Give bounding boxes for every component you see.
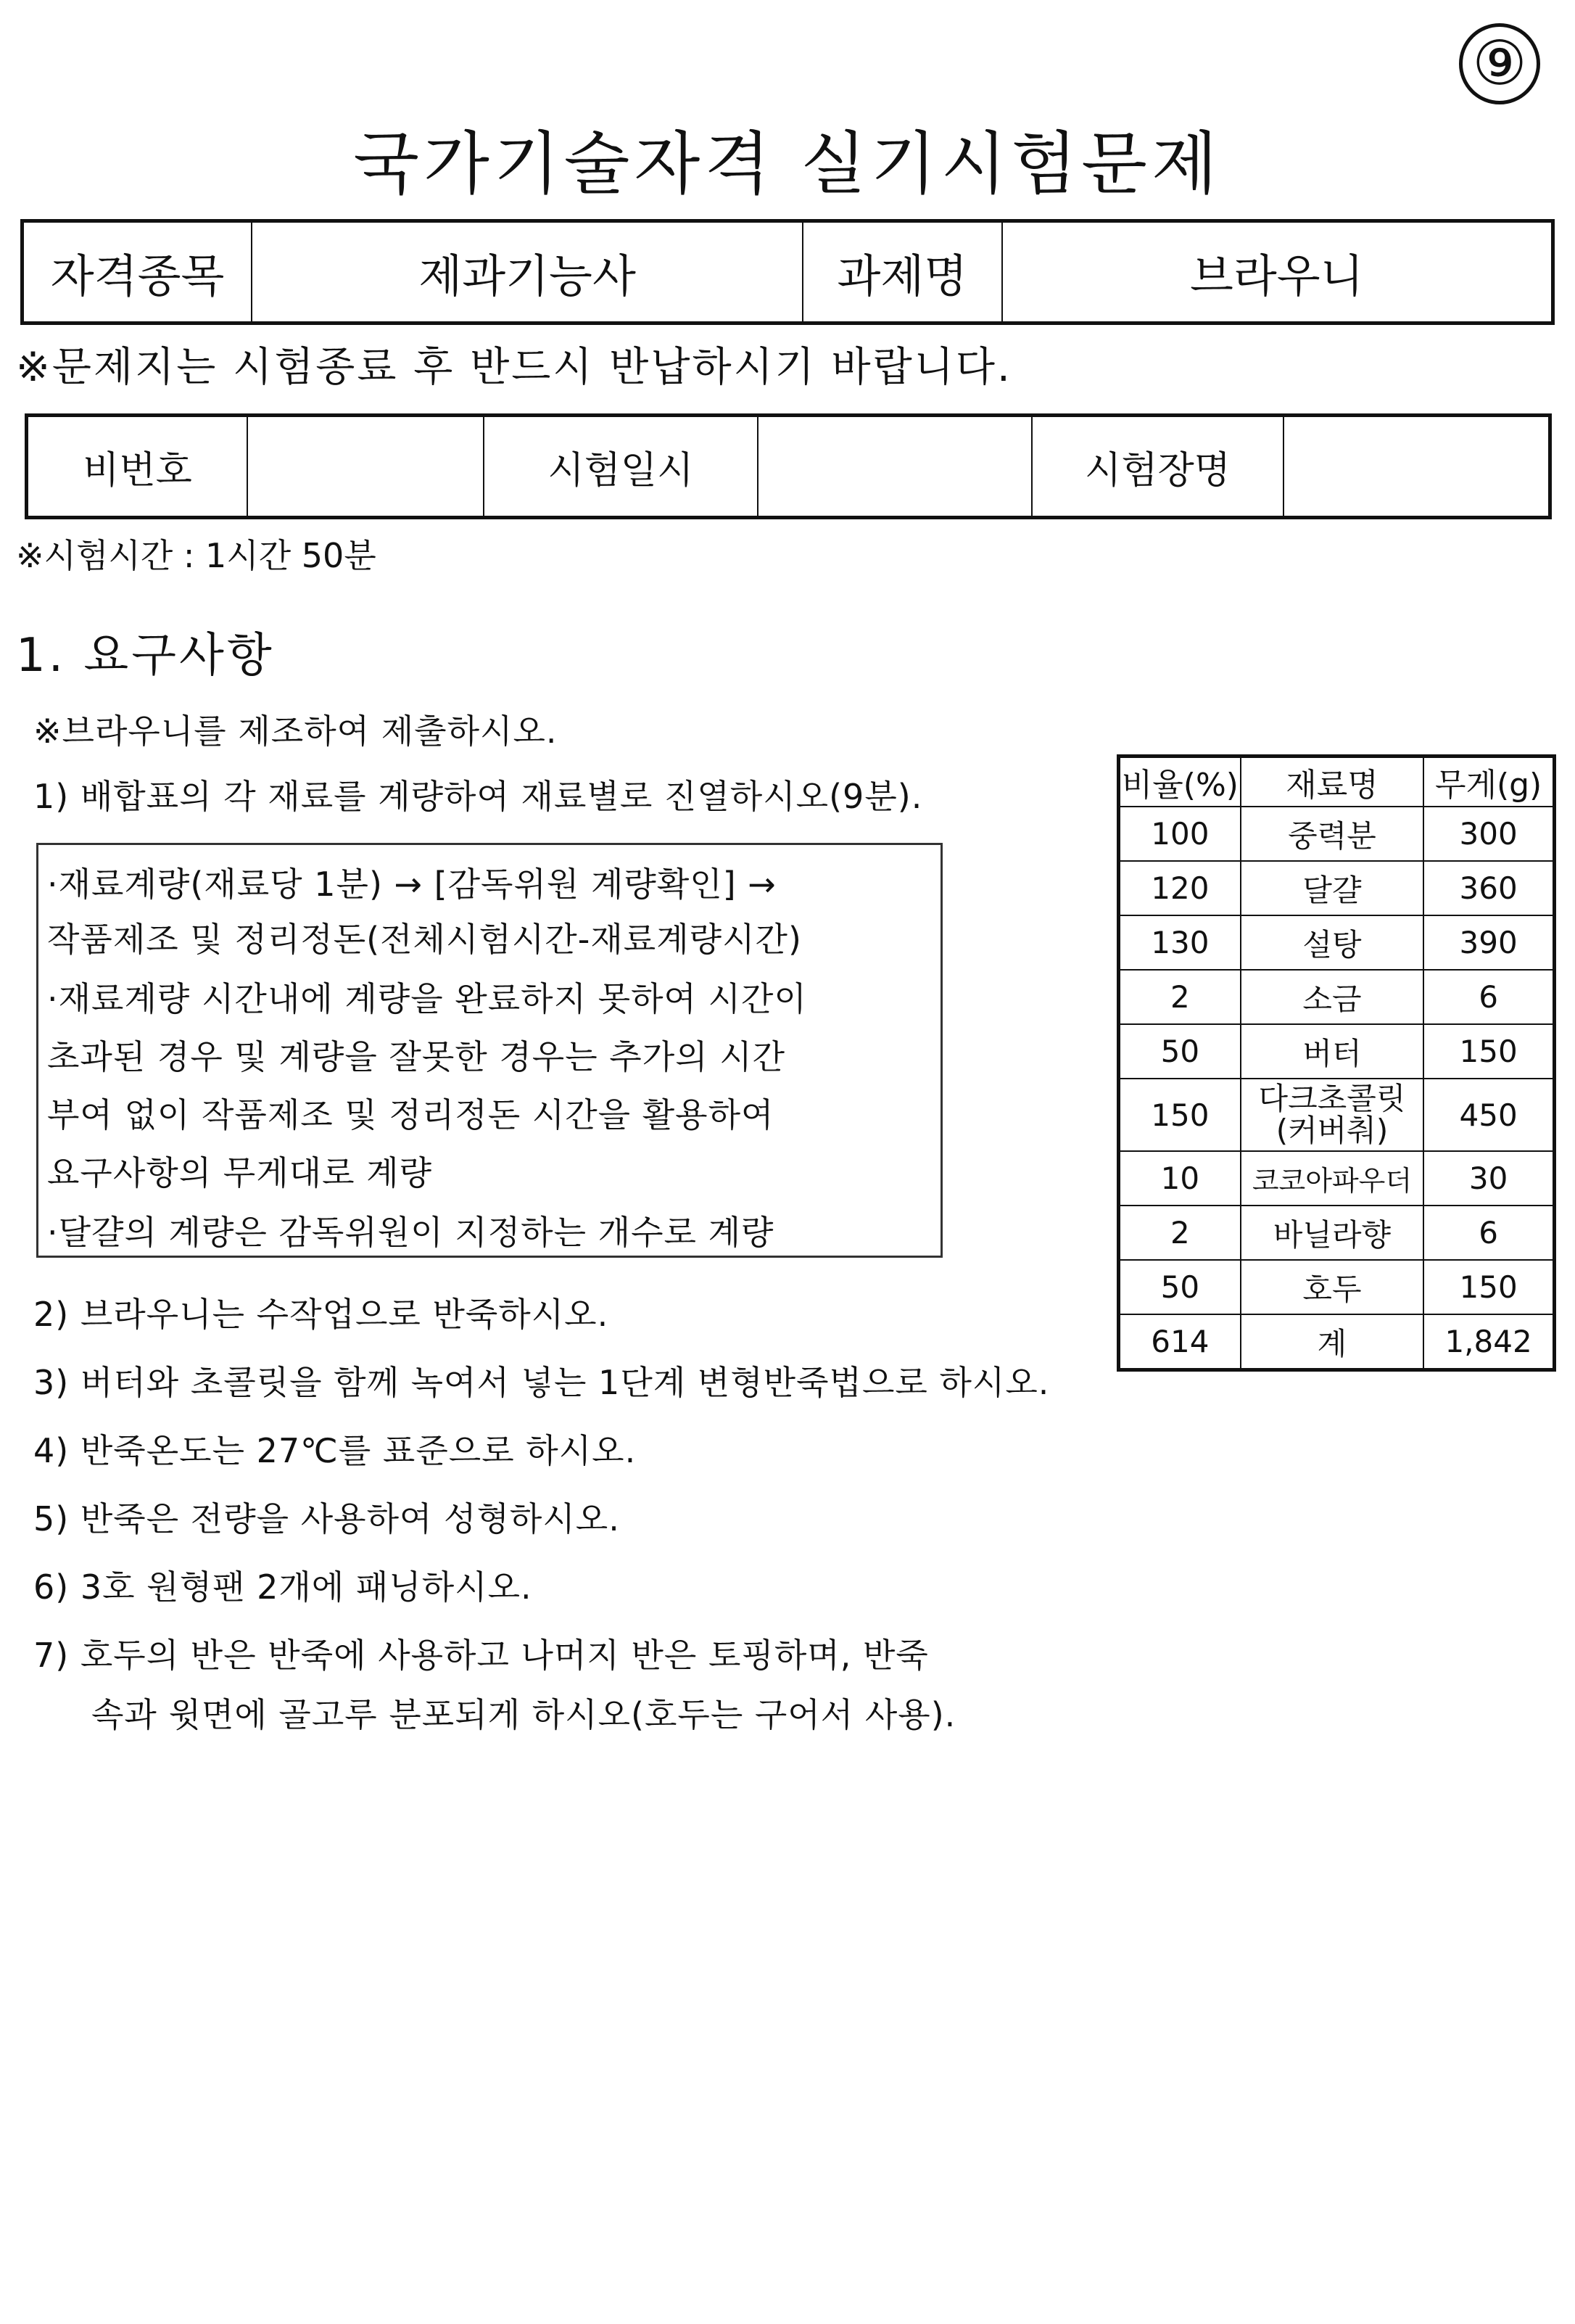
requirement-item-continued: 속과 윗면에 골고루 분포되게 하시오(호두는 구어서 사용).	[91, 1695, 956, 1734]
recipe-row	[1119, 1314, 1555, 1370]
requirement-item: 4) 반죽온도는 27℃를 표준으로 하시오.	[33, 1431, 637, 1470]
weight-cell: 30	[1423, 1151, 1554, 1206]
ratio-cell: 130	[1119, 915, 1241, 970]
ingredient-cell: 코코아파우더	[1241, 1151, 1423, 1206]
recipe-row	[1119, 1151, 1555, 1206]
problem-number-badge: ⑨	[1459, 23, 1540, 104]
weighing-note-box	[36, 843, 943, 1258]
date-label: 시험일시	[484, 416, 758, 518]
ingredient-cell: 계	[1241, 1314, 1423, 1370]
task-label: 과제명	[803, 221, 1001, 324]
weight-cell: 150	[1423, 1260, 1554, 1314]
recipe-row	[1119, 1206, 1555, 1260]
recipe-row	[1119, 1260, 1555, 1314]
weight-cell: 1,842	[1423, 1314, 1554, 1370]
number-label: 비번호	[27, 416, 248, 518]
ingredient-cell: 설탕	[1241, 915, 1423, 970]
section-heading: 1. 요구사항	[16, 629, 275, 683]
recipe-table	[1117, 754, 1556, 1372]
note-line: 초과된 경우 및 계량을 잘못한 경우는 추가의 시간	[47, 1037, 786, 1076]
note-line: ·재료계량 시간내에 계량을 완료하지 못하여 시간이	[47, 979, 807, 1018]
ingredient-cell: 중력분	[1241, 807, 1423, 861]
ingredient-cell: 호두	[1241, 1260, 1423, 1314]
weight-cell: 6	[1423, 1206, 1554, 1260]
category-value: 제과기능사	[252, 221, 803, 324]
exam-duration: ※시험시간 : 1시간 50분	[16, 536, 376, 575]
recipe-row	[1119, 970, 1555, 1024]
recipe-row	[1119, 1079, 1555, 1151]
note-line: ·재료계량(재료당 1분) → [감독위원 계량확인] →	[47, 865, 777, 904]
ingredient-cell: 버터	[1241, 1024, 1423, 1079]
note-line: 요구사항의 무게대로 계량	[47, 1153, 433, 1192]
weight-cell: 450	[1423, 1079, 1554, 1151]
ratio-cell: 10	[1119, 1151, 1241, 1206]
ratio-cell: 2	[1119, 1206, 1241, 1260]
candidate-info-table	[25, 413, 1552, 519]
weight-cell: 6	[1423, 970, 1554, 1024]
requirement-item: 5) 반죽은 전량을 사용하여 성형하시오.	[33, 1499, 620, 1538]
ingredient-cell: 달걀	[1241, 861, 1423, 915]
exam-info-table	[20, 219, 1555, 325]
place-field[interactable]	[1283, 416, 1550, 518]
requirement-item: 6) 3호 원형팬 2개에 패닝하시오.	[33, 1567, 532, 1607]
requirement-item: 1) 배합표의 각 재료를 계량하여 재료별로 진열하시오(9분).	[33, 777, 923, 816]
ingredient-header: 재료명	[1241, 757, 1423, 807]
note-line: ·달걀의 계량은 감독위원이 지정하는 개수로 계량	[47, 1213, 774, 1252]
recipe-row	[1119, 1024, 1555, 1079]
ingredient-cell: 다크초콜릿 (커버춰)	[1241, 1079, 1423, 1151]
return-notice: ※문제지는 시험종료 후 반드시 반납하시기 바랍니다.	[16, 344, 1012, 391]
ratio-header: 비율(%)	[1119, 757, 1241, 807]
requirement-item: 2) 브라우니는 수작업으로 반죽하시오.	[33, 1295, 609, 1334]
ratio-cell: 50	[1119, 1260, 1241, 1314]
task-value: 브라우니	[1002, 221, 1553, 324]
ingredient-cell: 바닐라향	[1241, 1206, 1423, 1260]
ratio-cell: 50	[1119, 1024, 1241, 1079]
date-field[interactable]	[758, 416, 1032, 518]
requirement-item: 7) 호두의 반은 반죽에 사용하고 나머지 반은 토핑하며, 반죽	[33, 1636, 929, 1675]
note-line: 작품제조 및 정리정돈(전체시험시간-재료계량시간)	[47, 920, 802, 959]
page-title: 국가기술자격 실기시험문제	[353, 125, 1222, 204]
ratio-cell: 100	[1119, 807, 1241, 861]
ratio-cell: 120	[1119, 861, 1241, 915]
ingredient-cell: 소금	[1241, 970, 1423, 1024]
recipe-row	[1119, 861, 1555, 915]
number-field[interactable]	[247, 416, 484, 518]
weight-header: 무게(g)	[1423, 757, 1554, 807]
weight-cell: 150	[1423, 1024, 1554, 1079]
note-line: 부여 없이 작품제조 및 정리정돈 시간을 활용하여	[47, 1095, 774, 1134]
weight-cell: 390	[1423, 915, 1554, 970]
ratio-cell: 2	[1119, 970, 1241, 1024]
category-label: 자격종목	[22, 221, 252, 324]
place-label: 시험장명	[1032, 416, 1283, 518]
ratio-cell: 150	[1119, 1079, 1241, 1151]
recipe-row	[1119, 915, 1555, 970]
weight-cell: 360	[1423, 861, 1554, 915]
weight-cell: 300	[1423, 807, 1554, 861]
recipe-row	[1119, 807, 1555, 861]
requirement-item: 3) 버터와 초콜릿을 함께 녹여서 넣는 1단계 변형반죽법으로 하시오.	[33, 1363, 1050, 1402]
main-instruction: ※브라우니를 제조하여 제출하시오.	[33, 712, 558, 751]
ratio-cell: 614	[1119, 1314, 1241, 1370]
